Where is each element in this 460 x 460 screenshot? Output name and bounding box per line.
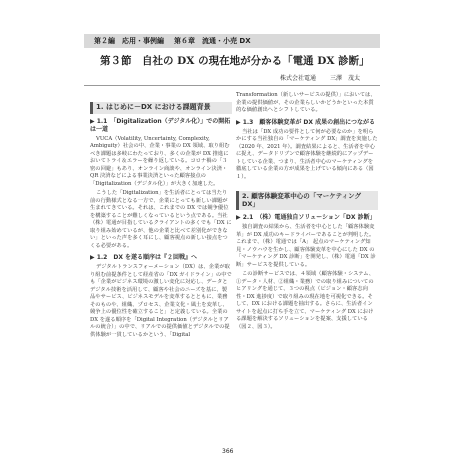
subheading-1-2: ▶ 1.2 DX を遂る順序は『２回戦』へ (90, 254, 198, 261)
heading-1: 1. はじめに－DX における課題背景 (90, 102, 232, 114)
left-column (90, 92, 232, 341)
paragraph: デジタルトランスフォーメーション（DX）は、企業が取り組む前提条件として経産省の「DX ガイドライン」の中でも「企業がビジネス環境の激しい変化に対応し、データとデジタル技術を活用して、顧客や社会のニーズを基に、製品やサービス、ビジネスモデルを変革するとともに、業務そのものや、組織、プロセス、企業文化・風土を変革し、競争上の優位性を確立すること」と定義している。全業の DX を遂る順序を「Digital Integration（デジタルとリアルの統合）」の中で、リアルでの提供価値とデジタルでの提供体験が一貫しているかという、「Digital (90, 264, 232, 338)
author-line (280, 73, 360, 82)
subheading-1-1: ▶ 1.1 「Digitalization（デジタル化）」での開拓は一道 (90, 117, 231, 133)
section-title: 第３節 自社の DX の現在地が分かる「電通 DX 診断」 (100, 55, 370, 67)
paragraph: VUCA（Volatility, Uncertainty, Complexity, Ambiguity）社会の中、企業・事業の DX 領域、取り組むべき課題は多岐にわたっており、多くの企業が DX 推進においてトライ＆エラーを繰り返している。コロナ禍の「３密の回避」もあり、オンライン商談や、オンライン決済・QR 決済などによる事業決済といった顧客接点の「Digitalization（デジタル化）」が大きく加速した。 (90, 135, 230, 187)
author-name: 三澤 茂太 (329, 75, 360, 82)
subheading-2-1: ▶ 2.1 （株）電通独自ソリューション「DX 診断」 (236, 214, 376, 221)
author-org: 株式会社電通 (280, 75, 317, 82)
heading-2: 2. 顧客体験変革中心の「マーケティング DX」 (236, 191, 378, 210)
part-label: 第２編 応用・事例編 (94, 37, 164, 45)
subheading-1-3: ▶ 1.3 顧客体験変革が DX 成果の創出につながる (236, 118, 375, 126)
paragraph: Transformation（新しいサービスの提供）」においては、企業の提供価値が、その企業らしいかどうかといった本質的な価値創出へとシフトしている。 (236, 92, 376, 113)
paragraph: この診断サービスでは、４領域（顧客体験・システム、①データ・人材、②組織・業務）での取り組みについてのヒアリングを通じて、３つの視点（ビジョン・顧客志向性・DX 進捗度）で取り組みの現在地を可視化できる。そして、DX における課題を抽出する。さらに、生活者インサイトを起点に打ち手を立て、マーケティング DX における課題を解決するソリューションを提案、支援している（図２、図３）。 (236, 271, 375, 330)
right-column (236, 92, 378, 333)
page-number: 366 (222, 448, 234, 455)
chapter-label: 第６章 流通・小売 DX (174, 37, 251, 45)
paragraph: 当社は「DX 成功の要件として何が必要なのか」を明らかにする当社独自の「マーケティング DX」調査を実施した（2020 年、2021 年）。調査結果によると、生活者を中心に捉え、データドリブンで顧客体験を継続的にアップデートしている企業、つまり、生活者中心のマーケティングを徹底している企業の方が成果を上げている傾向にある（図１）。 (236, 128, 378, 180)
paragraph: 独自調査の結果から、生活者を中心とした「顧客体験変革」が DX 成功のキードライバーであることが判明した。これまで、（株）電通では「A」 起点のマーケティング知見・ノウハウを生かし、顧客体験変革を中心にした DX の「マーケティング DX 診断」を開発し、（株）電通「DX 診断」サービスを提供している。 (236, 224, 376, 268)
paragraph: こうした「Digitalization」を生活者にとっては当たり前の行動様式となる一方で、企業にとっても新しい課題が生まれてきている。それは、これまでの DX では競争優位を構築することが難しくなっているという点である。当社（株）電通が目指しているクライアントの多くでも「DX に取り組み始めているが、他の企業と比べて差別化ができない」といった声を多く耳にし、顧客視点の新しい接点をつくる必要がある。 (90, 190, 232, 249)
title-divider (84, 85, 380, 86)
running-header (84, 34, 380, 48)
